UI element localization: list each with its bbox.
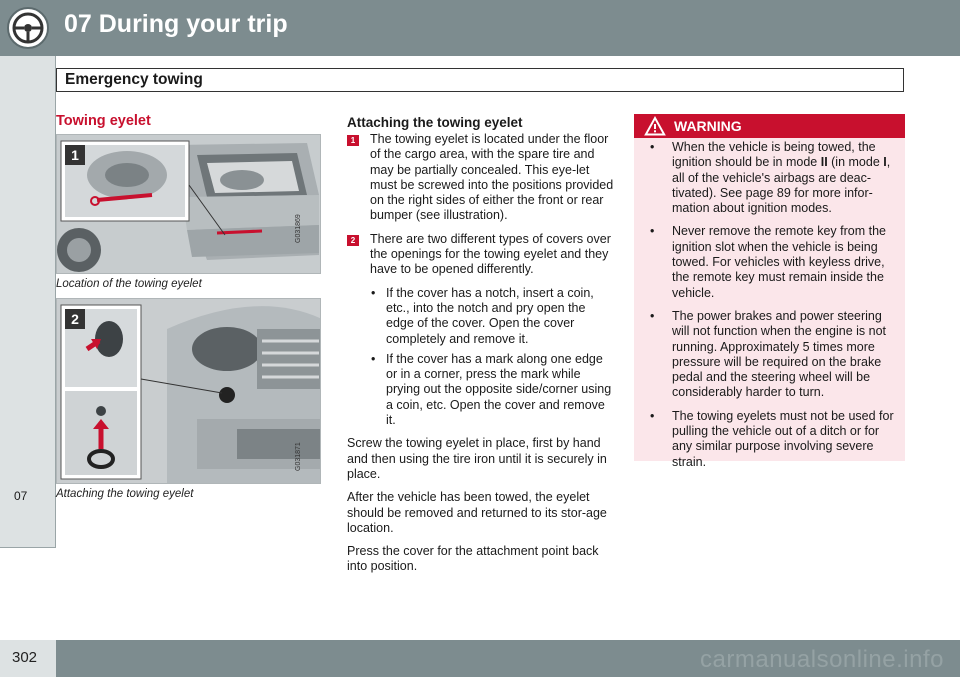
list-item: • Never remove the remote key from the ignition slot when the vehicle is being towed. For vehicles with keyless drive, the remote key must remain inside the vehicle. [650,224,898,300]
step-1 [347,132,615,224]
step-number-2: 2 [347,235,359,246]
figure-badge-2: 2 [65,309,85,329]
list-item: • The towing eyelets must not be used for pulling the vehicle out of a ditch or for any similar purpose involving severe strain. [650,409,898,470]
figure-badge-1: 1 [65,145,85,165]
paragraph-screw-eyelet: Screw the towing eyelet in place, first by hand and then using the tire iron until it is securely in place. [347,436,607,481]
figure-caption-1: Location of the towing eyelet [56,278,202,290]
figure-code-2: G031871 [295,442,302,471]
figure-attaching-eyelet [56,298,321,484]
car-front-illustration [57,299,321,484]
list-item: • If the cover has a notch, insert a coin, etc., into the notch and pry open the edge of the cover. Open the cover completely and remove it. [371,286,615,347]
ignition-mode-ii: II [820,155,828,170]
step-2-text: There are two different types of covers over the openings for the towing eyelet and they have to be opened differently. [370,231,611,277]
warning-triangle-icon [644,116,666,136]
warning-list [650,140,898,478]
chapter-tab-label: 07 [14,489,28,503]
chapter-header [0,0,960,56]
chapter-side-tab [0,56,56,548]
step-number-1: 1 [347,135,359,146]
section-title: Emergency towing [65,71,203,88]
instructions-column [347,115,615,583]
warning-text: (in mode [827,155,884,170]
step-1-text: The towing eyelet is located under the floor of the cargo area, with the spare tire and may be partially concealed. This eye-let must be screwed into the positions provided on the right sides of either the front or rear bumper (see illustration). [370,132,614,223]
figure-caption-2: Attaching the towing eyelet [56,488,194,500]
cover-types-list [347,286,615,429]
warning-box [634,114,905,469]
watermark: carmanualsonline.info [700,646,944,673]
warning-text: When the vehicle is being towed, the ignition should be in mode [672,140,876,170]
warning-header [634,114,905,138]
car-rear-illustration [57,135,321,274]
figure-towing-eyelet-location [56,134,321,274]
ignition-mode-i: I [883,155,887,170]
step-2 [347,232,615,278]
warning-title: WARNING [674,118,742,134]
towing-eyelet-heading: Towing eyelet [56,113,151,129]
paragraph-remove-eyelet: After the vehicle has been towed, the eyelet should be removed and returned to its stor-age location. [347,490,607,535]
list-item: • If the cover has a mark along one edge or in a corner, press the mark while prying out the opposite side/corner using a coin, etc. Open the cover and remove it. [371,352,615,428]
list-item [650,140,898,216]
warning-text: , all of the vehicle's airbags are deac-tivated). See page 89 for more infor-mation about ignition modes. [672,155,891,216]
chapter-title: 07 During your trip [64,10,288,38]
page-number: 302 [12,649,38,666]
footer-page-tab [0,640,56,677]
figure-code-1: G031869 [295,214,302,243]
section-bar [56,68,904,92]
paragraph-press-cover: Press the cover for the attachment point back into position. [347,544,599,574]
page-footer [0,640,960,677]
steering-wheel-icon [6,6,50,50]
list-item: • The power brakes and power steering will not function when the engine is not running. Approximately 5 times more pressure will be required on the brake pedal and the steering wheel will be considerably harder to turn. [650,309,898,401]
attaching-eyelet-heading: Attaching the towing eyelet [347,115,523,130]
